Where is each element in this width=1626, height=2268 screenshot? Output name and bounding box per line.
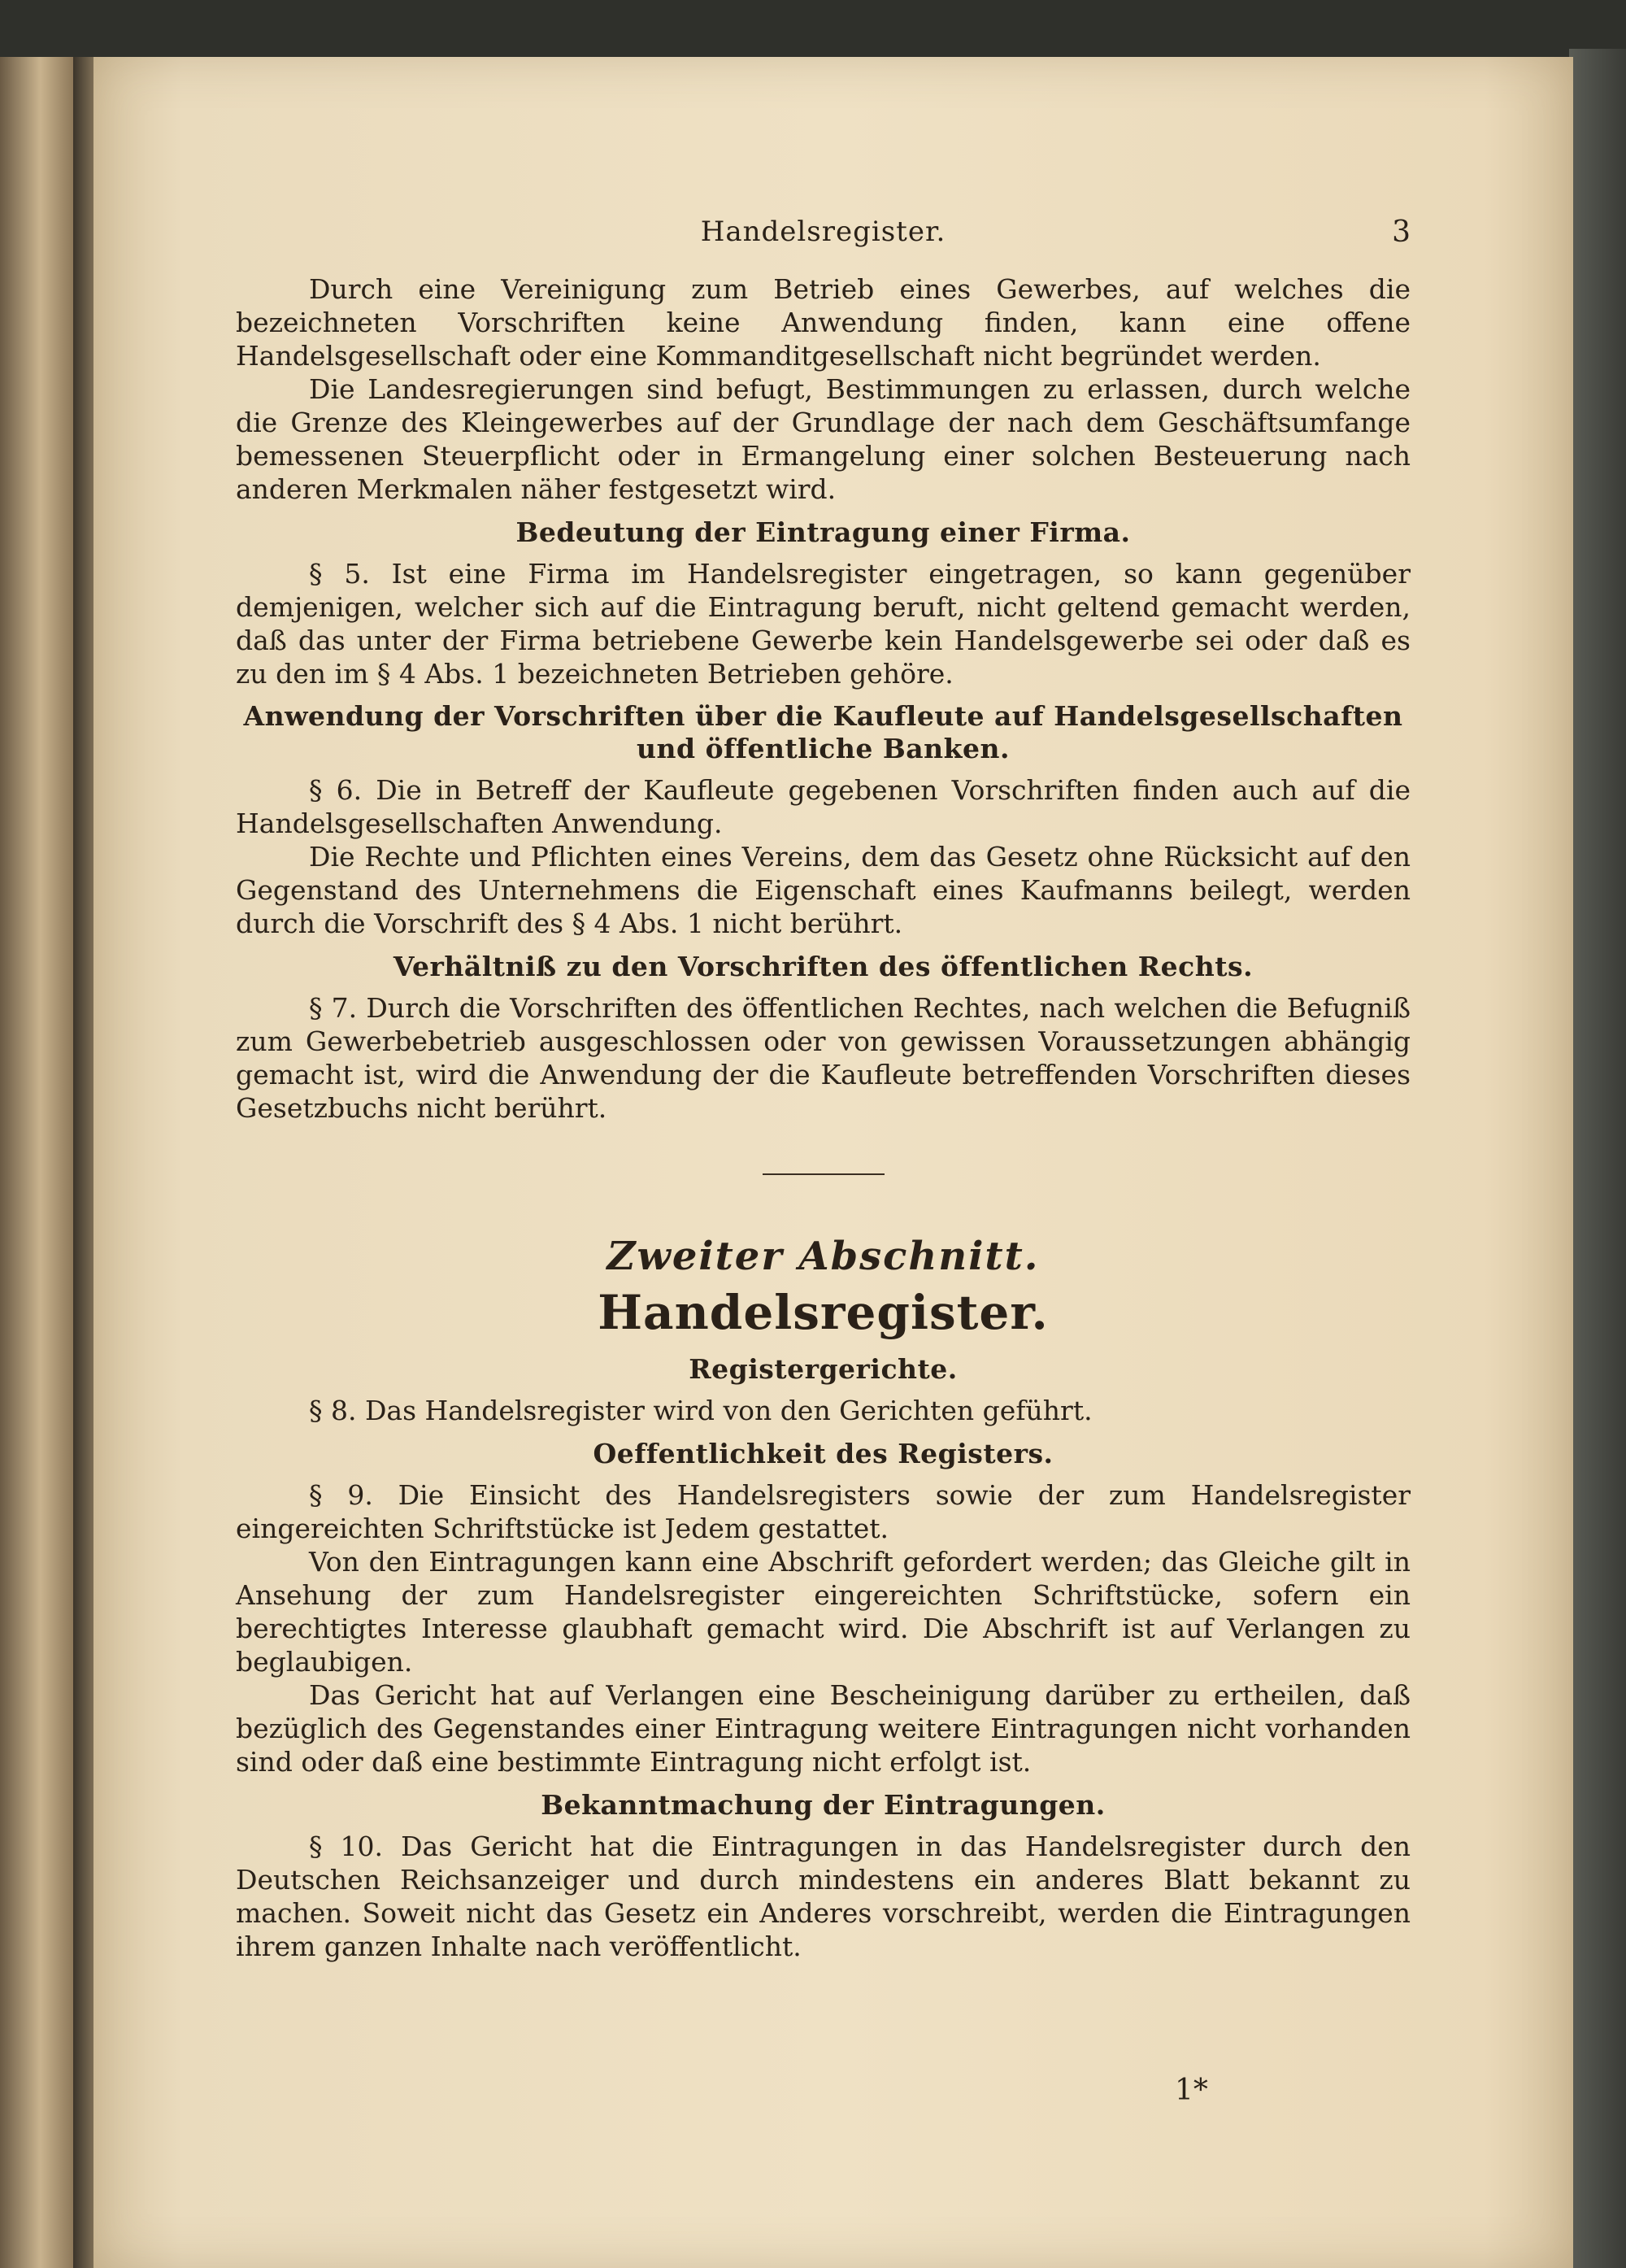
- section-heading: Bedeutung der Eintragung einer Firma.: [515, 516, 1131, 548]
- paragraph: § 10. Das Gericht hat die Eintragungen in das Handelsregister durch den Deutschen Reichsanzeiger und durch mindestens ein anderes Blatt bekannt zu machen. Soweit nicht das Gesetz ein Anderes vorschreibt, werden die Eintragungen ihrem ganzen Inhalte nach veröffentlicht.: [236, 1831, 1411, 1962]
- paragraph: Durch eine Vereinigung zum Betrieb eines Gewerbes, auf welches die bezeichneten Vorschriften keine Anwendung finden, kann eine offene Handelsgesellschaft oder eine Kommanditgesellschaft nicht begründet werden.: [236, 273, 1411, 372]
- section-heading: Registergerichte.: [689, 1353, 958, 1385]
- section-heading: Anwendung der Vorschriften über die Kaufleute auf Handelsgesellschaften und öffentliche Banken.: [243, 700, 1403, 764]
- paragraph: § 7. Durch die Vorschriften des öffentlichen Rechtes, nach welchen die Befugniß zum Gewerbebetrieb ausgeschlossen oder von gewissen Voraussetzungen abhängig gemacht ist, wird die Anwendung der die Kaufleute betreffenden Vorschriften dieses Gesetzbuchs nicht berührt.: [236, 992, 1411, 1124]
- paragraph: Von den Eintragungen kann eine Abschrift gefordert werden; das Gleiche gilt in Ansehung der zum Handelsregister eingereichten Schriftstücke, sofern ein berechtigtes Interesse glaubhaft gemacht wird. Die Abschrift ist auf Verlangen zu beglaubigen.: [236, 1546, 1411, 1678]
- section-divider-rule: [763, 1173, 885, 1175]
- page-number: 3: [1392, 215, 1411, 249]
- page-content: [236, 215, 1411, 1963]
- running-head-title: Handelsregister.: [700, 215, 946, 248]
- running-head: [236, 215, 1411, 264]
- paragraph: Das Gericht hat auf Verlangen eine Bescheinigung darüber zu ertheilen, daß bezüglich des Gegenstandes einer Eintragung weitere Eintragungen nicht vorhanden sind oder daß eine bestimmte Eintragung nicht erfolgt ist.: [236, 1679, 1411, 1778]
- main-title: Handelsregister.: [598, 1285, 1049, 1340]
- paragraph: Die Rechte und Pflichten eines Vereins, dem das Gesetz ohne Rücksicht auf den Gegenstand des Unternehmens die Eigenschaft eines Kaufmanns beilegt, werden durch die Vorschrift des § 4 Abs. 1 nicht berührt.: [236, 841, 1411, 939]
- left-page-edge: [0, 57, 76, 2268]
- paragraph: § 8. Das Handelsregister wird von den Gerichten geführt.: [309, 1395, 1093, 1426]
- section-heading: Verhältniß zu den Vorschriften des öffentlichen Rechts.: [393, 951, 1254, 982]
- page: [93, 57, 1573, 2268]
- book-cover-edge: [1569, 49, 1626, 2268]
- paragraph: § 9. Die Einsicht des Handelsregisters sowie der zum Handelsregister eingereichten Schriftstücke ist Jedem gestattet.: [236, 1479, 1411, 1544]
- signature-mark: 1*: [1175, 2074, 1208, 2107]
- paragraph: § 5. Ist eine Firma im Handelsregister eingetragen, so kann gegenüber demjenigen, welcher sich auf die Eintragung beruft, nicht geltend gemacht werden, daß das unter der Firma betriebene Gewerbe kein Handelsgewerbe sei oder daß es zu den im § 4 Abs. 1 bezeichneten Betrieben gehöre.: [236, 558, 1411, 690]
- paragraph: Die Landesregierungen sind befugt, Bestimmungen zu erlassen, durch welche die Grenze des Kleingewerbes auf der Grundlage der nach dem Geschäftsumfange bemessenen Steuerpflicht oder in Ermangelung einer solchen Besteuerung nach anderen Merkmalen näher festgesetzt wird.: [236, 373, 1411, 505]
- section-heading: Bekanntmachung der Eintragungen.: [541, 1789, 1106, 1821]
- paragraph: § 6. Die in Betreff der Kaufleute gegebenen Vorschriften finden auch auf die Handelsgesellschaften Anwendung.: [236, 774, 1411, 839]
- section-heading: Oeffentlichkeit des Registers.: [593, 1438, 1054, 1469]
- part-title: Zweiter Abschnitt.: [606, 1234, 1040, 1279]
